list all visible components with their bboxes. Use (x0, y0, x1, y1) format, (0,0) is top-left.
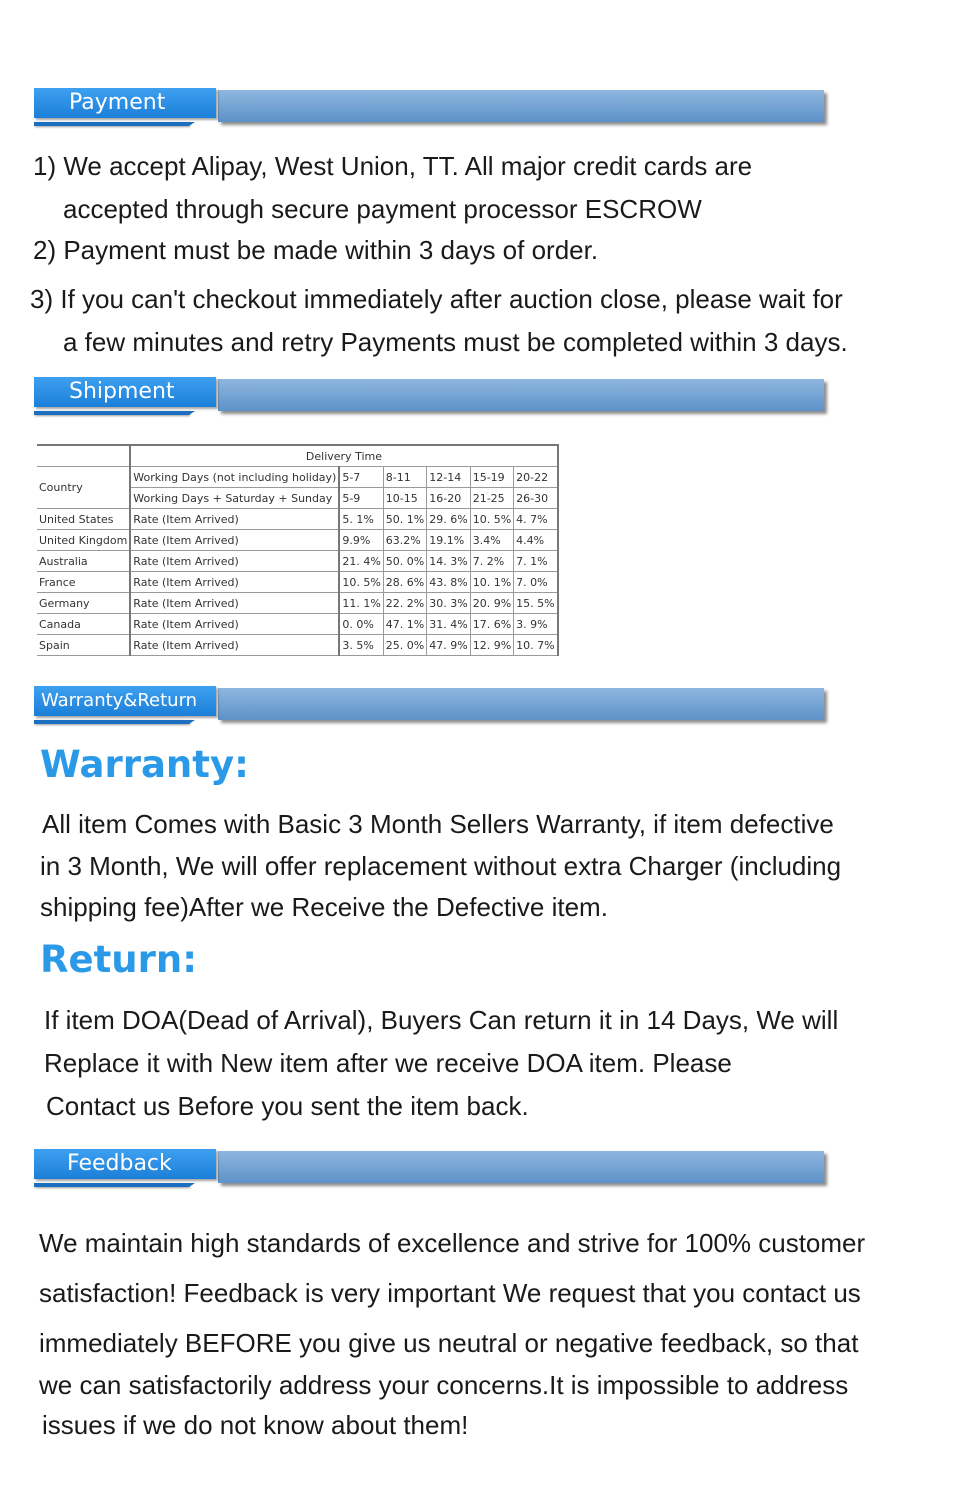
working-days-value: 12-14 (427, 467, 470, 488)
working-days-value: 20-22 (514, 467, 558, 488)
rate-label: Rate (Item Arrived) (130, 551, 339, 572)
payment-item-3: 3) If you can't checkout immediately after auction close, please wait for (30, 284, 843, 314)
header-strip (218, 688, 824, 720)
rate-value: 0. 0% (339, 614, 383, 635)
rate-value: 20. 9% (470, 593, 513, 614)
weekend-days-value: 16-20 (427, 488, 470, 509)
warranty-section-header (34, 686, 824, 726)
rate-value: 50. 0% (383, 551, 426, 572)
table-row (37, 635, 558, 656)
rate-value: 47. 9% (427, 635, 470, 656)
rate-value: 4. 7% (514, 509, 558, 530)
rate-value: 10. 5% (339, 572, 383, 593)
weekend-days-value: 5-9 (339, 488, 383, 509)
table-row (37, 572, 558, 593)
table-row (37, 551, 558, 572)
country-name: United Kingdom (37, 530, 130, 551)
table-row (37, 614, 558, 635)
feedback-line-5: issues if we do not know about them! (42, 1410, 469, 1440)
rate-value: 11. 1% (339, 593, 383, 614)
rate-value: 4.4% (514, 530, 558, 551)
rate-value: 14. 3% (427, 551, 470, 572)
working-days-label: Working Days (not including holiday) (130, 467, 339, 488)
shipment-section-header (34, 377, 824, 417)
rate-value: 3. 9% (514, 614, 558, 635)
rate-label: Rate (Item Arrived) (130, 614, 339, 635)
feedback-section-header (34, 1149, 824, 1189)
header-underline (34, 1183, 189, 1187)
country-name: Germany (37, 593, 130, 614)
rate-value: 17. 6% (470, 614, 513, 635)
rate-value: 63.2% (383, 530, 426, 551)
return-heading: Return: (40, 938, 197, 981)
country-name: Australia (37, 551, 130, 572)
return-line-3: Contact us Before you sent the item back. (46, 1091, 529, 1121)
return-line-1: If item DOA(Dead of Arrival), Buyers Can return it in 14 Days, We will (44, 1005, 839, 1035)
rate-value: 9.9% (339, 530, 383, 551)
table-row (37, 530, 558, 551)
shipment-tab-label: Shipment (34, 377, 216, 407)
delivery-time-table (37, 444, 559, 656)
return-line-2: Replace it with New item after we receive DOA item. Please (44, 1048, 732, 1078)
working-days-value: 15-19 (470, 467, 513, 488)
weekend-days-value: 10-15 (383, 488, 426, 509)
weekend-days-value: 21-25 (470, 488, 513, 509)
rate-value: 43. 8% (427, 572, 470, 593)
rate-value: 47. 1% (383, 614, 426, 635)
warranty-line-3: shipping fee)After we Receive the Defective item. (40, 892, 608, 922)
payment-item-1-cont: accepted through secure payment processor ESCROW (63, 194, 702, 224)
rate-label: Rate (Item Arrived) (130, 572, 339, 593)
working-days-value: 5-7 (339, 467, 383, 488)
header-underline (34, 411, 189, 415)
payment-tab-label: Payment (34, 88, 216, 118)
country-name: Spain (37, 635, 130, 656)
table-row (37, 593, 558, 614)
rate-label: Rate (Item Arrived) (130, 635, 339, 656)
rate-value: 30. 3% (427, 593, 470, 614)
header-underline (34, 122, 189, 126)
warranty-tab-label: Warranty&Return (34, 686, 216, 716)
rate-value: 5. 1% (339, 509, 383, 530)
feedback-tab-label: Feedback (34, 1149, 216, 1179)
rate-value: 3.4% (470, 530, 513, 551)
weekend-days-value: 26-30 (514, 488, 558, 509)
rate-value: 12. 9% (470, 635, 513, 656)
payment-item-2: 2) Payment must be made within 3 days of order. (33, 235, 599, 265)
feedback-line-3: immediately BEFORE you give us neutral or negative feedback, so that (39, 1328, 859, 1358)
rate-value: 22. 2% (383, 593, 426, 614)
rate-value: 19.1% (427, 530, 470, 551)
rate-value: 10. 7% (514, 635, 558, 656)
feedback-line-1: We maintain high standards of excellence and strive for 100% customer (39, 1228, 866, 1258)
rate-value: 31. 4% (427, 614, 470, 635)
table-corner (37, 445, 130, 467)
rate-label: Rate (Item Arrived) (130, 509, 339, 530)
working-days-value: 8-11 (383, 467, 426, 488)
rate-value: 7. 1% (514, 551, 558, 572)
payment-section-header (34, 88, 824, 128)
header-strip (218, 379, 824, 411)
country-header: Country (37, 467, 130, 509)
feedback-line-4: we can satisfactorily address your concerns.It is impossible to address (39, 1370, 849, 1400)
warranty-line-1: All item Comes with Basic 3 Month Sellers Warranty, if item defective (42, 809, 834, 839)
header-strip (218, 90, 824, 122)
rate-value: 50. 1% (383, 509, 426, 530)
rate-value: 21. 4% (339, 551, 383, 572)
rate-value: 3. 5% (339, 635, 383, 656)
header-strip (218, 1151, 824, 1183)
rate-value: 7. 0% (514, 572, 558, 593)
rate-label: Rate (Item Arrived) (130, 530, 339, 551)
rate-value: 29. 6% (427, 509, 470, 530)
table-row (37, 509, 558, 530)
rate-value: 25. 0% (383, 635, 426, 656)
rate-value: 28. 6% (383, 572, 426, 593)
working-days-row (37, 467, 558, 488)
header-underline (34, 720, 189, 724)
country-name: France (37, 572, 130, 593)
rate-value: 10. 1% (470, 572, 513, 593)
payment-item-3-cont: a few minutes and retry Payments must be completed within 3 days. (63, 327, 848, 357)
country-name: United States (37, 509, 130, 530)
rate-label: Rate (Item Arrived) (130, 593, 339, 614)
weekend-days-label: Working Days + Saturday + Sunday (130, 488, 339, 509)
rate-value: 7. 2% (470, 551, 513, 572)
feedback-line-2: satisfaction! Feedback is very important We request that you contact us (39, 1278, 861, 1308)
rate-value: 10. 5% (470, 509, 513, 530)
table-header-row (37, 445, 558, 467)
country-name: Canada (37, 614, 130, 635)
warranty-line-2: in 3 Month, We will offer replacement without extra Charger (including (40, 851, 842, 881)
rate-value: 15. 5% (514, 593, 558, 614)
warranty-heading: Warranty: (40, 743, 249, 786)
delivery-time-header: Delivery Time (130, 445, 557, 467)
payment-item-1: 1) We accept Alipay, West Union, TT. All major credit cards are (33, 151, 753, 181)
